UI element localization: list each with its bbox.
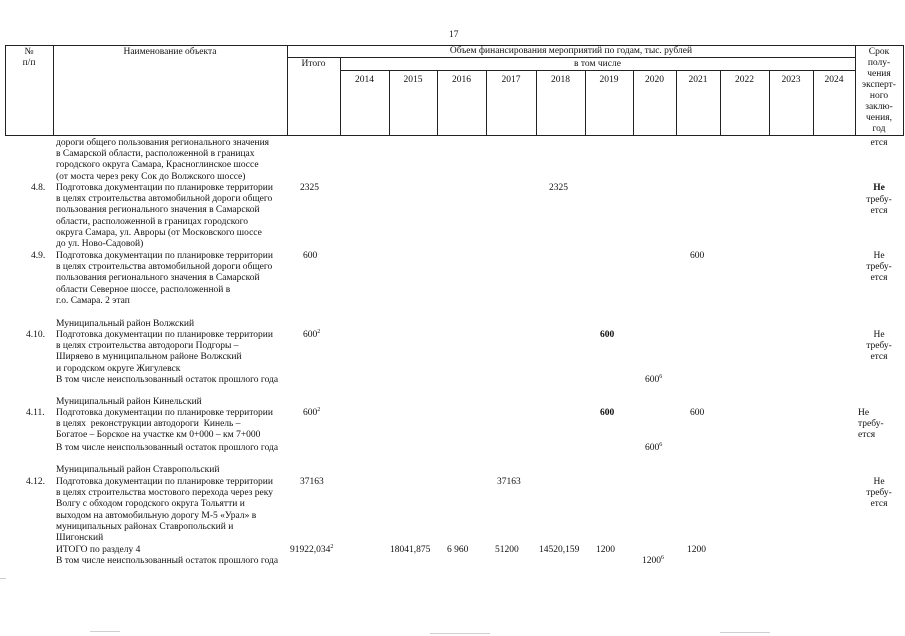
row-text: Подготовка документации по планировке территории в целях реконструкции автодороги Кинель – Богатое – Борское на участке км 0+000 – км 7+000	[56, 408, 273, 441]
header-funding: Объем финансирования мероприятий по годам, тыс. рублей	[449, 46, 693, 56]
row-deadline: Не требу- ется	[858, 408, 884, 441]
row-total: 2325	[300, 183, 319, 193]
totals-value-2018: 14520,159	[539, 545, 580, 555]
row-text: Подготовка документации по планировке территории в целях строительства автомобильной дороги общего пользования регионального значения в Самарской области Северное шоссе, расположенной в г.о. Самара. 2 этап	[56, 251, 273, 306]
row-deadline: Не	[873, 183, 885, 193]
totals-label: ИТОГО по разделу 4	[56, 545, 141, 555]
funding-header-divider	[287, 57, 855, 58]
header-year: 2024	[824, 75, 844, 85]
header-year: 2017	[501, 75, 521, 85]
row-value-2019: 600	[600, 408, 615, 418]
row-total: $600^2$	[303, 406, 321, 418]
totals-value-2015: 18041,875	[390, 545, 431, 555]
header-deadline: Срок полу- чения эксперт- ного заклю- чения, год	[862, 47, 896, 134]
header-year: 2016	[452, 75, 471, 85]
row-number: 4.10.	[26, 330, 45, 340]
header-year: 2020	[645, 75, 664, 85]
header-year: 2019	[599, 75, 619, 85]
continuation-deadline: ется	[870, 138, 888, 148]
row-value-2019: 600	[600, 330, 615, 340]
row-number: 4.11.	[26, 408, 45, 418]
totals-value-2021: 1200	[687, 545, 706, 555]
district-title: Муниципальный район Волжский	[56, 319, 195, 329]
page-number: 17	[449, 30, 459, 40]
row-text: Подготовка документации по планировке территории в целях строительства мостового перехода через реку Волгу с обходом городского округа Тольятти и выходом на автомобильную дорогу М-5 «Урал» в муниципальных районах Ставропольский и Шигонский	[56, 477, 274, 544]
scan-artifact	[90, 631, 120, 632]
totals-remainder-value-2020: 1200$^6$	[642, 554, 664, 566]
header-year: 2018	[551, 75, 570, 85]
remainder-label: В том числе неиспользованный остаток прошлого года	[56, 443, 279, 453]
row-number: 4.12.	[26, 477, 45, 487]
table-right-border	[903, 45, 904, 136]
row-deadline: Не требу- ется	[866, 477, 892, 510]
row-value-2017: 37163	[497, 477, 521, 487]
remainder-value-2020: $600^6$	[645, 441, 663, 453]
row-total: $600^2$	[303, 328, 321, 340]
totals-remainder-label: В том числе неиспользованный остаток прошлого года	[56, 556, 279, 566]
header-year: 2015	[403, 75, 423, 85]
row-text: Подготовка документации по планировке территории в целях строительства автодороги Подгоры – Ширяево в муниципальном районе Волжский и городском округе Жигулевск	[56, 330, 273, 374]
row-value-2018: 2325	[549, 183, 568, 193]
row-deadline: требу- ется	[866, 195, 892, 217]
header-year: 2021	[688, 75, 708, 85]
totals-value-2016: 6 960	[447, 545, 469, 555]
row-total: 600	[303, 251, 318, 261]
row-total: 37163	[300, 477, 324, 487]
row-value-2021: 600	[690, 251, 705, 261]
row-text: Подготовка документации по планировке территории в целях строительства автомобильной дороги общего пользования регионального значения в Самарской области, расположенной в границах городского округа Самара, ул. Авроры (от Московского шоссе до ул. Ново-Садовой)	[56, 183, 273, 250]
row-number: 4.9.	[31, 251, 46, 261]
row-value-2021: 600	[690, 408, 705, 418]
scan-artifact	[430, 633, 490, 634]
district-title: Муниципальный район Ставропольский	[56, 465, 220, 475]
header-year: 2014	[355, 75, 374, 85]
header-total: Итого	[301, 59, 326, 69]
header-year: 2022	[735, 75, 754, 85]
including-header-divider	[340, 70, 855, 71]
row-deadline: Не требу- ется	[866, 330, 892, 363]
header-including: в том числе	[574, 59, 621, 69]
header-num: № п/п	[22, 47, 36, 68]
row-deadline: Не требу- ется	[866, 251, 892, 284]
totals-value-2019: 1200	[596, 545, 615, 555]
row-number: 4.8.	[31, 183, 46, 193]
district-title: Муниципальный район Кинельский	[56, 397, 202, 407]
header-year: 2023	[781, 75, 801, 85]
remainder-value-2020: $600^6$	[645, 373, 663, 385]
totals-value-2017: 51200	[495, 545, 519, 555]
totals-total: 91922,034$^2$	[290, 543, 334, 555]
remainder-label: В том числе неиспользованный остаток прошлого года	[56, 375, 279, 385]
col-divider	[53, 45, 54, 136]
scan-artifact	[0, 578, 6, 579]
header-name: Наименование объекта	[123, 47, 217, 57]
scan-artifact	[720, 632, 770, 633]
continuation-text: дороги общего пользования регионального значения в Самарской области, расположенной в границах городского округа Самара, Красноглинское шоссе (от моста через реку Сок до Волжского шоссе)	[56, 138, 270, 182]
